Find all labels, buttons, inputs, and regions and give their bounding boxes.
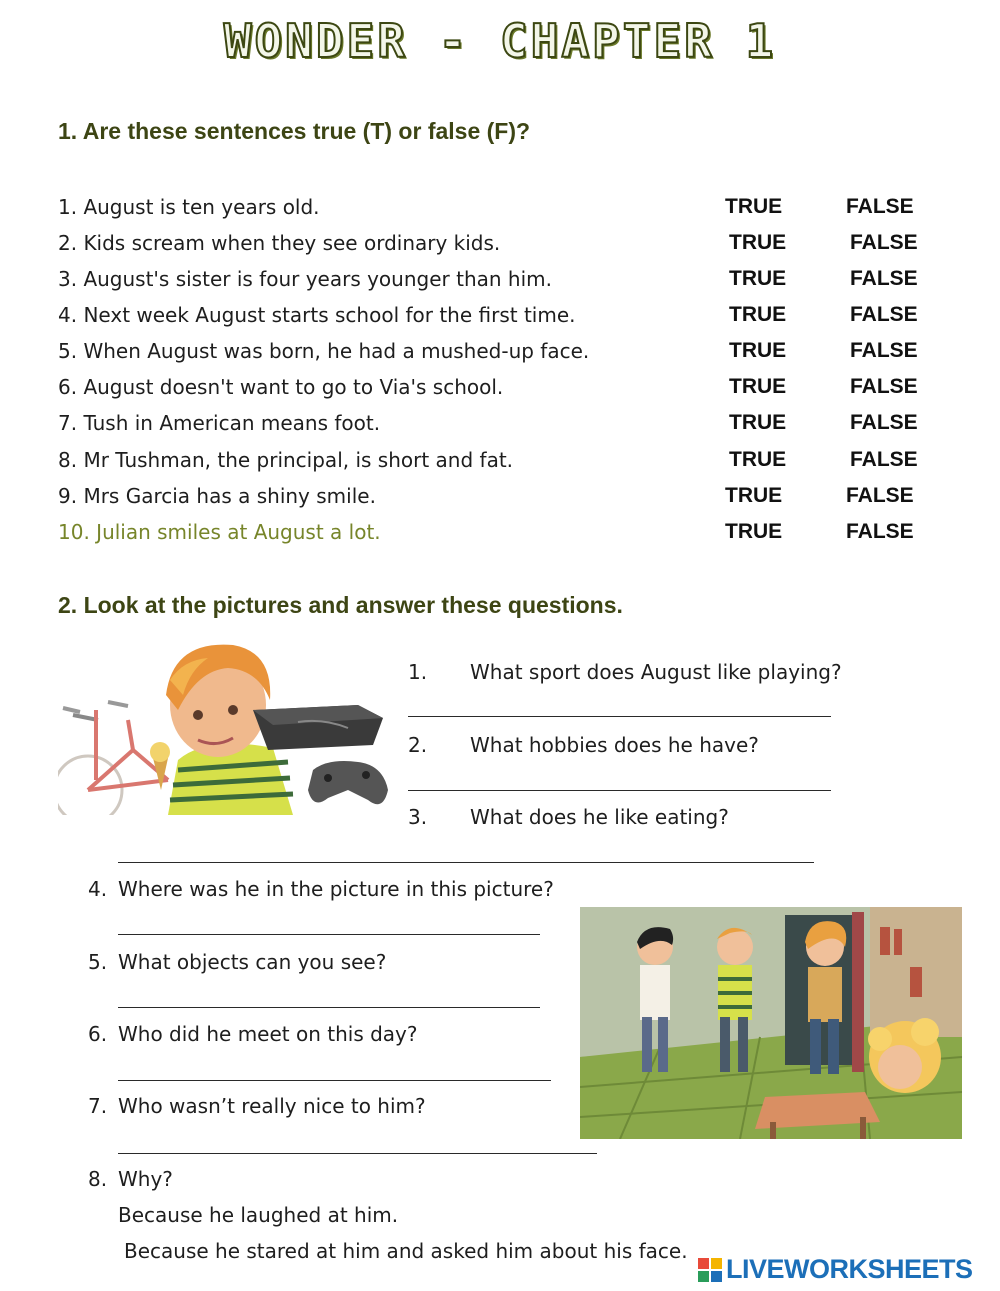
question-3-number: 3. [408, 805, 428, 829]
tf-sentence: 3. August's sister is four years younger than him. [58, 267, 552, 291]
false-option[interactable]: FALSE [846, 195, 914, 218]
false-option[interactable]: FALSE [850, 448, 918, 471]
true-option[interactable]: TRUE [725, 520, 783, 543]
tf-row-2 [58, 231, 938, 267]
question-6-number: 6. [88, 1022, 108, 1046]
answer-line-1[interactable] [408, 716, 831, 717]
false-option[interactable]: FALSE [850, 375, 918, 398]
true-option[interactable]: TRUE [725, 195, 783, 218]
tf-row-9 [58, 484, 938, 520]
tf-sentence: 10. Julian smiles at August a lot. [58, 520, 381, 544]
august-hobbies-illustration [58, 640, 388, 815]
true-option[interactable]: TRUE [729, 303, 787, 326]
question-8-number: 8. [88, 1167, 108, 1191]
tf-row-6 [58, 375, 938, 411]
question-7-text: Who wasn’t really nice to him? [118, 1094, 426, 1118]
tf-row-5 [58, 339, 938, 375]
true-option[interactable]: TRUE [725, 484, 783, 507]
tf-row-4 [58, 303, 938, 339]
true-option[interactable]: TRUE [729, 267, 787, 290]
tf-row-8 [58, 448, 938, 484]
true-option[interactable]: TRUE [729, 375, 787, 398]
question-2-text: What hobbies does he have? [470, 733, 759, 757]
question-1-text: What sport does August like playing? [470, 660, 842, 684]
tf-sentence: 9. Mrs Garcia has a shiny smile. [58, 484, 376, 508]
worksheet-title: WONDER - CHAPTER 1 [223, 14, 777, 68]
question-1-number: 1. [408, 660, 428, 684]
question-4-text: Where was he in the picture in this picture? [118, 877, 554, 901]
answer-line-6[interactable] [118, 1080, 551, 1081]
tf-sentence: 7. Tush in American means foot. [58, 411, 381, 435]
tf-sentence: 1. August is ten years old. [58, 195, 320, 219]
false-option[interactable]: FALSE [850, 303, 918, 326]
answer-line-4[interactable] [118, 934, 540, 935]
false-option[interactable]: FALSE [850, 411, 918, 434]
answer-line-7[interactable] [118, 1153, 597, 1154]
question-5-number: 5. [88, 950, 108, 974]
tf-sentence: 4. Next week August starts school for the first time. [58, 303, 576, 327]
tf-row-10 [58, 520, 938, 556]
false-option[interactable]: FALSE [850, 231, 918, 254]
tf-row-7 [58, 411, 938, 447]
question-3-text: What does he like eating? [470, 805, 729, 829]
false-option[interactable]: FALSE [850, 267, 918, 290]
answer-line-2[interactable] [408, 790, 831, 791]
answer-line-3[interactable] [118, 862, 814, 863]
liveworksheets-logo-icon [698, 1258, 722, 1282]
section-2-heading: 2. Look at the pictures and answer these questions. [58, 592, 623, 618]
answer-option-2[interactable]: Because he stared at him and asked him about his face. [124, 1239, 688, 1263]
false-option[interactable]: FALSE [846, 520, 914, 543]
true-option[interactable]: TRUE [729, 411, 787, 434]
true-option[interactable]: TRUE [729, 339, 787, 362]
question-8-text: Why? [118, 1167, 173, 1191]
tf-sentence: 6. August doesn't want to go to Via's school. [58, 375, 504, 399]
tf-sentence: 8. Mr Tushman, the principal, is short and fat. [58, 448, 514, 472]
tf-row-1 [58, 195, 938, 231]
true-option[interactable]: TRUE [729, 448, 787, 471]
tf-row-3 [58, 267, 938, 303]
classroom-illustration [580, 907, 962, 1139]
section-1-heading: 1. Are these sentences true (T) or false (F)? [58, 118, 531, 144]
question-5-text: What objects can you see? [118, 950, 387, 974]
true-option[interactable]: TRUE [729, 231, 787, 254]
liveworksheets-logo[interactable] [698, 1254, 998, 1286]
answer-line-5[interactable] [118, 1007, 540, 1008]
question-7-number: 7. [88, 1094, 108, 1118]
question-6-text: Who did he meet on this day? [118, 1022, 418, 1046]
logo-text: LIVEWORKSHEETS [726, 1254, 973, 1284]
false-option[interactable]: FALSE [850, 339, 918, 362]
answer-option-1[interactable]: Because he laughed at him. [118, 1203, 399, 1227]
tf-sentence: 2. Kids scream when they see ordinary kids. [58, 231, 501, 255]
question-2-number: 2. [408, 733, 428, 757]
false-option[interactable]: FALSE [846, 484, 914, 507]
question-4-number: 4. [88, 877, 108, 901]
tf-sentence: 5. When August was born, he had a mushed-up face. [58, 339, 590, 363]
